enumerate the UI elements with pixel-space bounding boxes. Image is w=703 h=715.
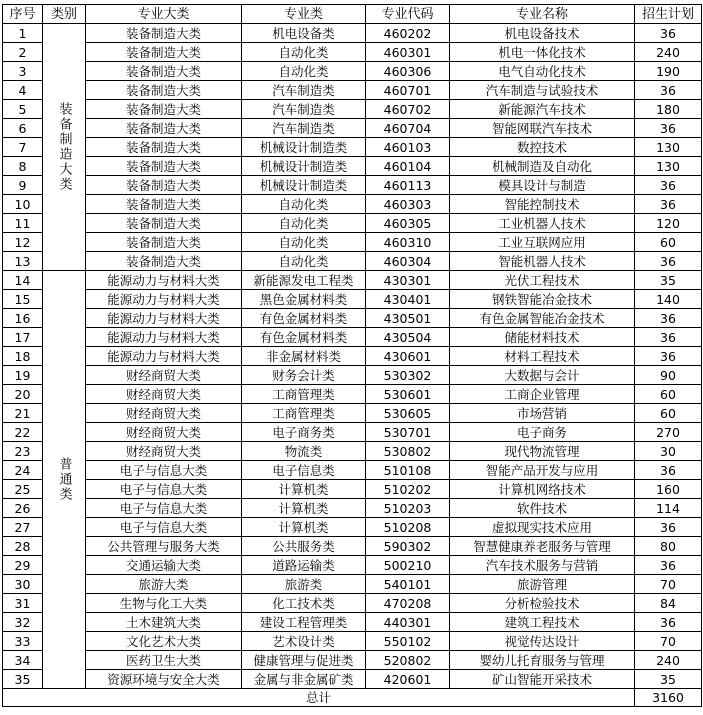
quota-cell: 36 bbox=[635, 119, 702, 138]
major-group-cell: 能源动力与材料大类 bbox=[86, 328, 242, 347]
serial-cell: 10 bbox=[3, 195, 43, 214]
table-row bbox=[3, 575, 702, 594]
serial-cell: 15 bbox=[3, 290, 43, 309]
total-label: 总计 bbox=[3, 689, 635, 707]
header-row bbox=[3, 5, 702, 24]
serial-cell: 16 bbox=[3, 309, 43, 328]
quota-cell: 60 bbox=[635, 404, 702, 423]
serial-cell: 29 bbox=[3, 556, 43, 575]
table-row bbox=[3, 271, 702, 290]
quota-cell: 84 bbox=[635, 594, 702, 613]
quota-cell: 36 bbox=[635, 309, 702, 328]
serial-cell: 12 bbox=[3, 233, 43, 252]
major-name-cell: 钢铁智能冶金技术 bbox=[450, 290, 635, 309]
major-code-cell: 430501 bbox=[366, 309, 450, 328]
major-code-cell: 460202 bbox=[366, 24, 450, 43]
major-group-cell: 财经商贸大类 bbox=[86, 423, 242, 442]
major-name-cell: 视觉传达设计 bbox=[450, 632, 635, 651]
major-code-cell: 430601 bbox=[366, 347, 450, 366]
major-code-cell: 470208 bbox=[366, 594, 450, 613]
major-class-cell: 汽车制造类 bbox=[242, 119, 366, 138]
major-code-cell: 430504 bbox=[366, 328, 450, 347]
major-name-cell: 市场营销 bbox=[450, 404, 635, 423]
serial-cell: 2 bbox=[3, 43, 43, 62]
major-class-cell: 汽车制造类 bbox=[242, 100, 366, 119]
major-code-cell: 460303 bbox=[366, 195, 450, 214]
enrollment-table bbox=[2, 4, 702, 707]
quota-cell: 36 bbox=[635, 176, 702, 195]
major-code-cell: 530605 bbox=[366, 404, 450, 423]
major-group-cell: 财经商贸大类 bbox=[86, 385, 242, 404]
quota-cell: 60 bbox=[635, 233, 702, 252]
major-class-cell: 自动化类 bbox=[242, 195, 366, 214]
major-class-cell: 建设工程管理类 bbox=[242, 613, 366, 632]
major-group-cell: 电子与信息大类 bbox=[86, 480, 242, 499]
serial-cell: 11 bbox=[3, 214, 43, 233]
major-name-cell: 光伏工程技术 bbox=[450, 271, 635, 290]
major-class-cell: 计算机类 bbox=[242, 480, 366, 499]
major-group-cell: 交通运输大类 bbox=[86, 556, 242, 575]
major-name-cell: 矿山智能开采技术 bbox=[450, 670, 635, 689]
serial-cell: 31 bbox=[3, 594, 43, 613]
major-name-cell: 智慧健康养老服务与管理 bbox=[450, 537, 635, 556]
quota-cell: 36 bbox=[635, 24, 702, 43]
major-class-cell: 化工技术类 bbox=[242, 594, 366, 613]
serial-cell: 27 bbox=[3, 518, 43, 537]
major-class-cell: 有色金属材料类 bbox=[242, 309, 366, 328]
major-name-cell: 智能控制技术 bbox=[450, 195, 635, 214]
major-name-cell: 工商企业管理 bbox=[450, 385, 635, 404]
major-name-cell: 现代物流管理 bbox=[450, 442, 635, 461]
table-row bbox=[3, 195, 702, 214]
major-name-cell: 婴幼儿托育服务与管理 bbox=[450, 651, 635, 670]
serial-cell: 30 bbox=[3, 575, 43, 594]
major-code-cell: 520802 bbox=[366, 651, 450, 670]
major-group-cell: 财经商贸大类 bbox=[86, 442, 242, 461]
serial-cell: 3 bbox=[3, 62, 43, 81]
table-row bbox=[3, 328, 702, 347]
table-row bbox=[3, 81, 702, 100]
major-name-cell: 工业互联网应用 bbox=[450, 233, 635, 252]
major-name-cell: 电气自动化技术 bbox=[450, 62, 635, 81]
major-code-cell: 550102 bbox=[366, 632, 450, 651]
major-class-cell: 财务会计类 bbox=[242, 366, 366, 385]
major-group-cell: 装备制造大类 bbox=[86, 100, 242, 119]
table-row bbox=[3, 594, 702, 613]
major-class-cell: 自动化类 bbox=[242, 233, 366, 252]
major-group-cell: 电子与信息大类 bbox=[86, 499, 242, 518]
major-class-cell: 自动化类 bbox=[242, 214, 366, 233]
header-cell: 序号 bbox=[3, 5, 43, 24]
quota-cell: 70 bbox=[635, 632, 702, 651]
major-class-cell: 计算机类 bbox=[242, 518, 366, 537]
major-class-cell: 工商管理类 bbox=[242, 404, 366, 423]
major-class-cell: 电子信息类 bbox=[242, 461, 366, 480]
major-class-cell: 机电设备类 bbox=[242, 24, 366, 43]
quota-cell: 36 bbox=[635, 518, 702, 537]
major-code-cell: 430401 bbox=[366, 290, 450, 309]
category-cell-general: 普通类 bbox=[43, 271, 86, 689]
quota-cell: 36 bbox=[635, 252, 702, 271]
table-row bbox=[3, 309, 702, 328]
major-group-cell: 能源动力与材料大类 bbox=[86, 347, 242, 366]
serial-cell: 34 bbox=[3, 651, 43, 670]
major-code-cell: 510203 bbox=[366, 499, 450, 518]
major-code-cell: 510208 bbox=[366, 518, 450, 537]
table-row bbox=[3, 651, 702, 670]
serial-cell: 17 bbox=[3, 328, 43, 347]
serial-cell: 23 bbox=[3, 442, 43, 461]
quota-cell: 36 bbox=[635, 195, 702, 214]
table-body bbox=[3, 24, 702, 707]
major-group-cell: 能源动力与材料大类 bbox=[86, 271, 242, 290]
quota-cell: 180 bbox=[635, 100, 702, 119]
major-code-cell: 530302 bbox=[366, 366, 450, 385]
header-cell: 专业名称 bbox=[450, 5, 635, 24]
major-class-cell: 自动化类 bbox=[242, 43, 366, 62]
quota-cell: 30 bbox=[635, 442, 702, 461]
major-code-cell: 460701 bbox=[366, 81, 450, 100]
major-group-cell: 能源动力与材料大类 bbox=[86, 290, 242, 309]
major-group-cell: 装备制造大类 bbox=[86, 233, 242, 252]
major-class-cell: 机械设计制造类 bbox=[242, 176, 366, 195]
quota-cell: 140 bbox=[635, 290, 702, 309]
major-group-cell: 电子与信息大类 bbox=[86, 518, 242, 537]
major-class-cell: 自动化类 bbox=[242, 252, 366, 271]
table-row bbox=[3, 404, 702, 423]
major-name-cell: 有色金属智能冶金技术 bbox=[450, 309, 635, 328]
major-class-cell: 机械设计制造类 bbox=[242, 138, 366, 157]
major-group-cell: 装备制造大类 bbox=[86, 119, 242, 138]
table-row bbox=[3, 138, 702, 157]
major-class-cell: 健康管理与促进类 bbox=[242, 651, 366, 670]
serial-cell: 25 bbox=[3, 480, 43, 499]
serial-cell: 8 bbox=[3, 157, 43, 176]
header-cell: 专业代码 bbox=[366, 5, 450, 24]
major-class-cell: 旅游类 bbox=[242, 575, 366, 594]
header-cell: 专业大类 bbox=[86, 5, 242, 24]
major-group-cell: 医药卫生大类 bbox=[86, 651, 242, 670]
major-class-cell: 电子商务类 bbox=[242, 423, 366, 442]
major-code-cell: 460301 bbox=[366, 43, 450, 62]
quota-cell: 240 bbox=[635, 43, 702, 62]
major-name-cell: 电子商务 bbox=[450, 423, 635, 442]
serial-cell: 20 bbox=[3, 385, 43, 404]
quota-cell: 80 bbox=[635, 537, 702, 556]
quota-cell: 130 bbox=[635, 157, 702, 176]
major-name-cell: 工业机器人技术 bbox=[450, 214, 635, 233]
quota-cell: 36 bbox=[635, 328, 702, 347]
serial-cell: 18 bbox=[3, 347, 43, 366]
major-code-cell: 440301 bbox=[366, 613, 450, 632]
major-name-cell: 汽车制造与试验技术 bbox=[450, 81, 635, 100]
major-name-cell: 机械制造及自动化 bbox=[450, 157, 635, 176]
major-code-cell: 590302 bbox=[366, 537, 450, 556]
major-group-cell: 财经商贸大类 bbox=[86, 404, 242, 423]
quota-cell: 160 bbox=[635, 480, 702, 499]
major-code-cell: 460103 bbox=[366, 138, 450, 157]
serial-cell: 32 bbox=[3, 613, 43, 632]
table-row bbox=[3, 100, 702, 119]
quota-cell: 36 bbox=[635, 81, 702, 100]
major-group-cell: 装备制造大类 bbox=[86, 24, 242, 43]
major-group-cell: 旅游大类 bbox=[86, 575, 242, 594]
quota-cell: 130 bbox=[635, 138, 702, 157]
quota-cell: 36 bbox=[635, 556, 702, 575]
table-row bbox=[3, 556, 702, 575]
major-name-cell: 数控技术 bbox=[450, 138, 635, 157]
quota-cell: 60 bbox=[635, 385, 702, 404]
table-row bbox=[3, 233, 702, 252]
major-name-cell: 大数据与会计 bbox=[450, 366, 635, 385]
serial-cell: 5 bbox=[3, 100, 43, 119]
major-group-cell: 装备制造大类 bbox=[86, 43, 242, 62]
serial-cell: 6 bbox=[3, 119, 43, 138]
major-group-cell: 装备制造大类 bbox=[86, 214, 242, 233]
major-name-cell: 储能材料技术 bbox=[450, 328, 635, 347]
major-group-cell: 财经商贸大类 bbox=[86, 366, 242, 385]
major-code-cell: 420601 bbox=[366, 670, 450, 689]
quota-cell: 36 bbox=[635, 461, 702, 480]
major-name-cell: 智能机器人技术 bbox=[450, 252, 635, 271]
major-name-cell: 智能网联汽车技术 bbox=[450, 119, 635, 138]
table-row bbox=[3, 385, 702, 404]
quota-cell: 90 bbox=[635, 366, 702, 385]
table-row bbox=[3, 290, 702, 309]
table-row bbox=[3, 613, 702, 632]
major-class-cell: 新能源发电工程类 bbox=[242, 271, 366, 290]
major-group-cell: 装备制造大类 bbox=[86, 81, 242, 100]
major-code-cell: 460702 bbox=[366, 100, 450, 119]
major-class-cell: 公共服务类 bbox=[242, 537, 366, 556]
table-row bbox=[3, 252, 702, 271]
serial-cell: 9 bbox=[3, 176, 43, 195]
major-name-cell: 汽车技术服务与营销 bbox=[450, 556, 635, 575]
major-group-cell: 土木建筑大类 bbox=[86, 613, 242, 632]
major-name-cell: 机电设备技术 bbox=[450, 24, 635, 43]
table-row bbox=[3, 518, 702, 537]
quota-cell: 240 bbox=[635, 651, 702, 670]
quota-cell: 70 bbox=[635, 575, 702, 594]
quota-cell: 190 bbox=[635, 62, 702, 81]
table-row bbox=[3, 43, 702, 62]
major-class-cell: 非金属材料类 bbox=[242, 347, 366, 366]
major-code-cell: 430301 bbox=[366, 271, 450, 290]
table-header bbox=[3, 5, 702, 24]
serial-cell: 22 bbox=[3, 423, 43, 442]
major-name-cell: 新能源汽车技术 bbox=[450, 100, 635, 119]
quota-cell: 114 bbox=[635, 499, 702, 518]
major-group-cell: 资源环境与安全大类 bbox=[86, 670, 242, 689]
major-code-cell: 460104 bbox=[366, 157, 450, 176]
major-class-cell: 道路运输类 bbox=[242, 556, 366, 575]
major-class-cell: 艺术设计类 bbox=[242, 632, 366, 651]
major-name-cell: 智能产品开发与应用 bbox=[450, 461, 635, 480]
quota-cell: 270 bbox=[635, 423, 702, 442]
table-row bbox=[3, 480, 702, 499]
serial-cell: 28 bbox=[3, 537, 43, 556]
serial-cell: 1 bbox=[3, 24, 43, 43]
serial-cell: 33 bbox=[3, 632, 43, 651]
major-name-cell: 分析检验技术 bbox=[450, 594, 635, 613]
major-group-cell: 公共管理与服务大类 bbox=[86, 537, 242, 556]
major-name-cell: 材料工程技术 bbox=[450, 347, 635, 366]
quota-cell: 120 bbox=[635, 214, 702, 233]
serial-cell: 4 bbox=[3, 81, 43, 100]
major-code-cell: 530601 bbox=[366, 385, 450, 404]
table-row bbox=[3, 62, 702, 81]
major-class-cell: 有色金属材料类 bbox=[242, 328, 366, 347]
table-row bbox=[3, 632, 702, 651]
quota-cell: 35 bbox=[635, 271, 702, 290]
major-code-cell: 510108 bbox=[366, 461, 450, 480]
major-class-cell: 汽车制造类 bbox=[242, 81, 366, 100]
major-group-cell: 文化艺术大类 bbox=[86, 632, 242, 651]
category-cell-equipment: 装备制造大类 bbox=[43, 24, 86, 271]
table-row bbox=[3, 347, 702, 366]
major-code-cell: 500210 bbox=[366, 556, 450, 575]
total-value: 3160 bbox=[635, 689, 702, 707]
major-class-cell: 黑色金属材料类 bbox=[242, 290, 366, 309]
major-class-cell: 物流类 bbox=[242, 442, 366, 461]
major-group-cell: 装备制造大类 bbox=[86, 138, 242, 157]
major-code-cell: 540101 bbox=[366, 575, 450, 594]
total-row bbox=[3, 689, 702, 707]
major-code-cell: 460304 bbox=[366, 252, 450, 271]
table-row bbox=[3, 366, 702, 385]
major-name-cell: 软件技术 bbox=[450, 499, 635, 518]
header-cell: 招生计划 bbox=[635, 5, 702, 24]
major-code-cell: 530802 bbox=[366, 442, 450, 461]
major-class-cell: 金属与非金属矿类 bbox=[242, 670, 366, 689]
major-group-cell: 装备制造大类 bbox=[86, 195, 242, 214]
header-cell: 专业类 bbox=[242, 5, 366, 24]
major-name-cell: 建筑工程技术 bbox=[450, 613, 635, 632]
table-row bbox=[3, 423, 702, 442]
major-name-cell: 计算机网络技术 bbox=[450, 480, 635, 499]
major-name-cell: 虚拟现实技术应用 bbox=[450, 518, 635, 537]
major-class-cell: 计算机类 bbox=[242, 499, 366, 518]
table-row bbox=[3, 157, 702, 176]
table-row bbox=[3, 176, 702, 195]
major-group-cell: 能源动力与材料大类 bbox=[86, 309, 242, 328]
quota-cell: 36 bbox=[635, 613, 702, 632]
table-row bbox=[3, 499, 702, 518]
major-class-cell: 机械设计制造类 bbox=[242, 157, 366, 176]
table-row bbox=[3, 214, 702, 233]
serial-cell: 21 bbox=[3, 404, 43, 423]
serial-cell: 26 bbox=[3, 499, 43, 518]
table-row bbox=[3, 537, 702, 556]
table-row bbox=[3, 461, 702, 480]
major-code-cell: 460704 bbox=[366, 119, 450, 138]
quota-cell: 35 bbox=[635, 670, 702, 689]
table-row bbox=[3, 442, 702, 461]
serial-cell: 14 bbox=[3, 271, 43, 290]
serial-cell: 35 bbox=[3, 670, 43, 689]
major-group-cell: 生物与化工大类 bbox=[86, 594, 242, 613]
major-group-cell: 电子与信息大类 bbox=[86, 461, 242, 480]
major-group-cell: 装备制造大类 bbox=[86, 62, 242, 81]
major-code-cell: 510202 bbox=[366, 480, 450, 499]
major-class-cell: 工商管理类 bbox=[242, 385, 366, 404]
major-code-cell: 460305 bbox=[366, 214, 450, 233]
serial-cell: 13 bbox=[3, 252, 43, 271]
major-code-cell: 530701 bbox=[366, 423, 450, 442]
serial-cell: 24 bbox=[3, 461, 43, 480]
major-name-cell: 模具设计与制造 bbox=[450, 176, 635, 195]
major-name-cell: 旅游管理 bbox=[450, 575, 635, 594]
table-row bbox=[3, 119, 702, 138]
major-code-cell: 460113 bbox=[366, 176, 450, 195]
major-group-cell: 装备制造大类 bbox=[86, 176, 242, 195]
major-group-cell: 装备制造大类 bbox=[86, 252, 242, 271]
major-code-cell: 460310 bbox=[366, 233, 450, 252]
major-group-cell: 装备制造大类 bbox=[86, 157, 242, 176]
quota-cell: 36 bbox=[635, 347, 702, 366]
table-row bbox=[3, 670, 702, 689]
major-code-cell: 460306 bbox=[366, 62, 450, 81]
header-cell: 类别 bbox=[43, 5, 86, 24]
table-row bbox=[3, 24, 702, 43]
serial-cell: 19 bbox=[3, 366, 43, 385]
major-class-cell: 自动化类 bbox=[242, 62, 366, 81]
serial-cell: 7 bbox=[3, 138, 43, 157]
major-name-cell: 机电一体化技术 bbox=[450, 43, 635, 62]
